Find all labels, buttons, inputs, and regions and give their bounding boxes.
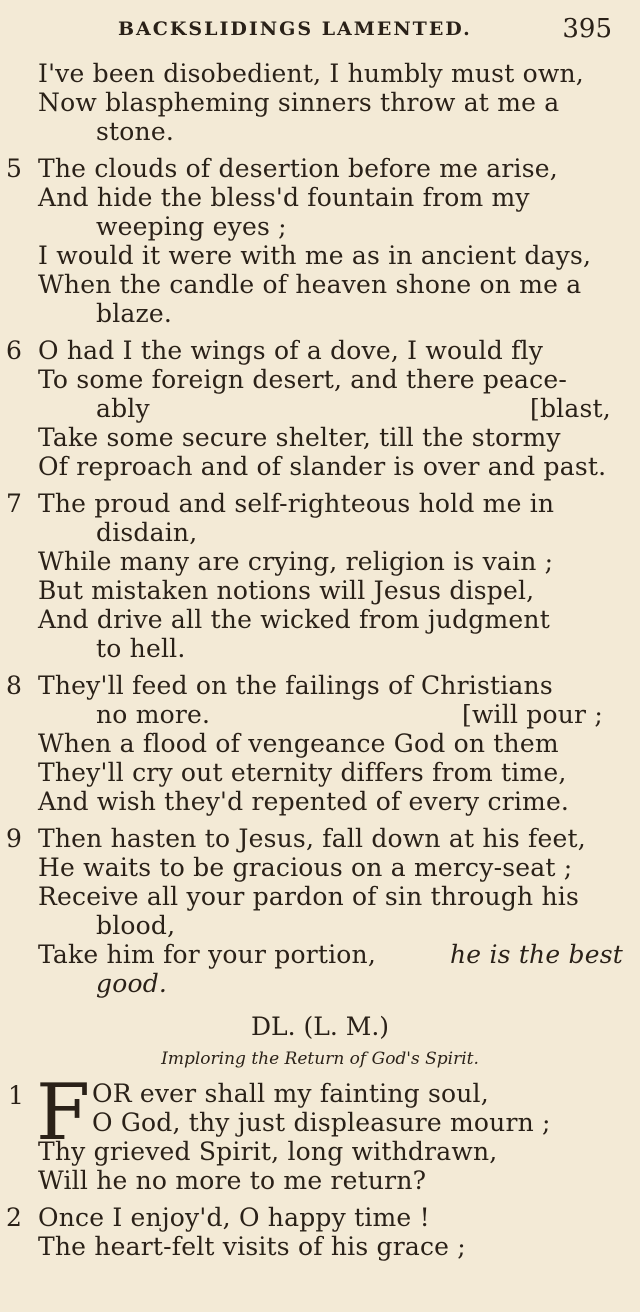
drop-cap: F	[36, 1068, 91, 1158]
verse-line: to hell.	[96, 634, 186, 663]
verse-number: 1	[8, 1081, 24, 1110]
verse-line: The proud and self-righteous hold me in	[38, 489, 555, 518]
verse-line: While many are crying, religion is vain ;	[38, 547, 554, 576]
verse-line: O God, thy just displeasure mourn ;	[92, 1108, 551, 1137]
verse-line-overflow: [will pour ;	[462, 700, 603, 729]
verse-number: 9	[6, 824, 22, 853]
page-number: 395	[562, 14, 612, 44]
verse-line: no more.	[96, 700, 211, 729]
verse-line: disdain,	[96, 518, 198, 547]
verse-line: Will he no more to me return?	[38, 1166, 427, 1195]
verse-line: The clouds of desertion before me arise,	[38, 154, 558, 183]
verse-line: When the candle of heaven shone on me a	[38, 270, 582, 299]
verse-number: 5	[6, 154, 22, 183]
hymn-subtitle: Imploring the Return of God's Spirit.	[161, 1049, 479, 1069]
verse-line-overflow: [blast,	[530, 394, 611, 423]
verse-line: Then hasten to Jesus, fall down at his feet,	[38, 824, 586, 853]
verse-line: Now blaspheming sinners throw at me a	[38, 88, 560, 117]
verse-number: 6	[6, 336, 22, 365]
verse-number: 7	[6, 489, 22, 518]
verse-line: He waits to be gracious on a mercy-seat ;	[38, 853, 573, 882]
verse-line: I would it were with me as in ancient days,	[38, 241, 592, 270]
verse-line: To some foreign desert, and there peace-	[38, 365, 568, 394]
verse-line: Once I enjoy'd, O happy time !	[38, 1203, 430, 1232]
verse-line: They'll feed on the failings of Christians	[38, 671, 553, 700]
verse-line: weeping eyes ;	[96, 212, 287, 241]
verse-line: Of reproach and of slander is over and past.	[38, 452, 607, 481]
verse-line: Take some secure shelter, till the stormy	[38, 423, 561, 452]
verse-line: When a flood of vengeance God on them	[38, 729, 559, 758]
verse-line-italic: he is the best	[450, 940, 623, 969]
verse-line: blood,	[96, 911, 176, 940]
verse-number: 8	[6, 671, 22, 700]
verse-line-italic: good.	[96, 969, 168, 998]
verse-line: But mistaken notions will Jesus dispel,	[38, 576, 535, 605]
verse-line: OR ever shall my fainting soul,	[92, 1079, 489, 1108]
verse-line: stone.	[96, 117, 174, 146]
hymn-title: DL. (L. M.)	[250, 1012, 390, 1041]
verse-line: blaze.	[96, 299, 173, 328]
verse-line: They'll cry out eternity differs from time,	[38, 758, 567, 787]
verse-number: 2	[6, 1203, 22, 1232]
verse-line: The heart-felt visits of his grace ;	[38, 1232, 466, 1261]
page-header	[0, 14, 640, 48]
verse-line: Thy grieved Spirit, long withdrawn,	[38, 1137, 498, 1166]
verse-line: And drive all the wicked from judgment	[38, 605, 550, 634]
verse-line: I've been disobedient, I humbly must own,	[38, 59, 584, 88]
verse-line: Receive all your pardon of sin through his	[38, 882, 580, 911]
verse-line: And hide the bless'd fountain from my	[38, 183, 530, 212]
verse-line: ably	[96, 394, 150, 423]
running-head: BACKSLIDINGS LAMENTED.	[118, 18, 472, 40]
verse-line: And wish they'd repented of every crime.	[38, 787, 570, 816]
verse-line: Take him for your portion,	[38, 940, 377, 969]
verse-line: O had I the wings of a dove, I would fly	[38, 336, 544, 365]
